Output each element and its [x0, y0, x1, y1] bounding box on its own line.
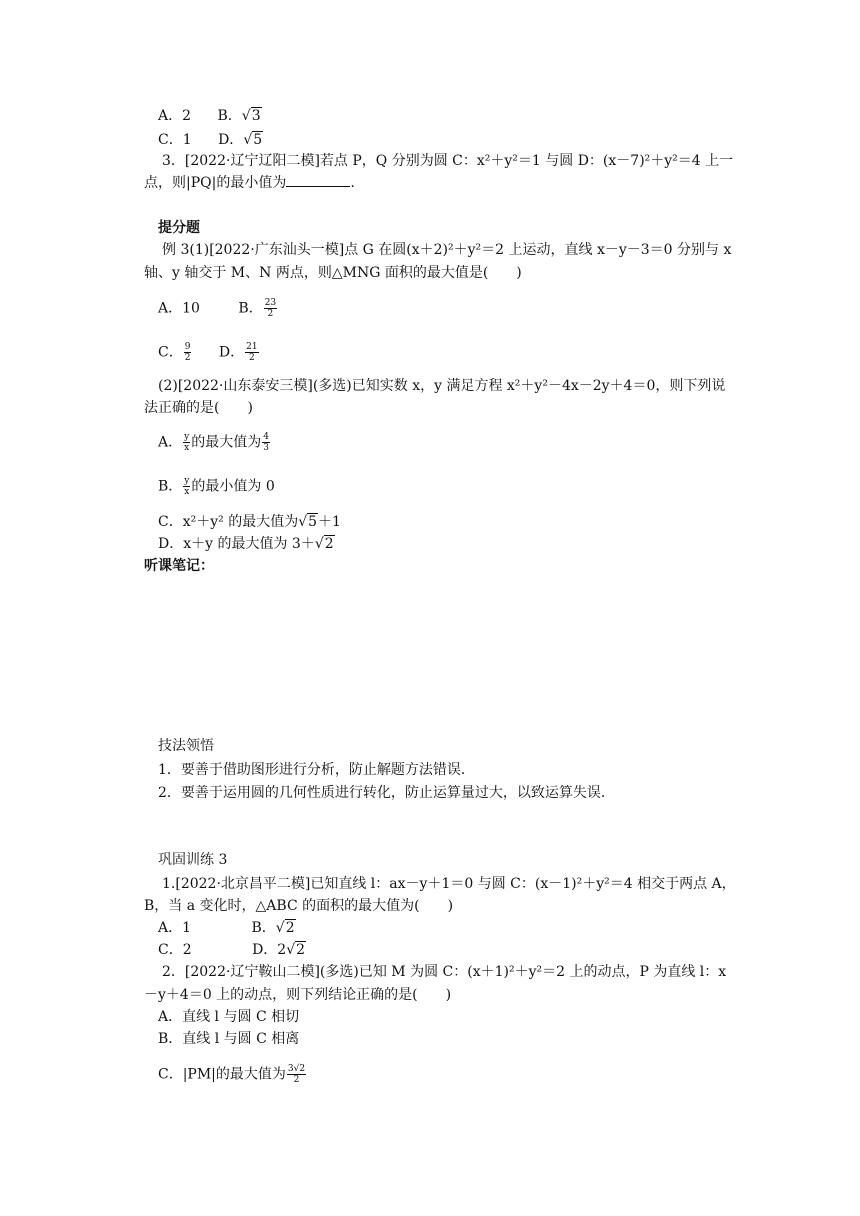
fraction: $\frac{3√2}{2}$	[287, 1064, 306, 1085]
option-c-prefix: C．	[158, 344, 183, 361]
sqrt-expression: √3	[241, 108, 261, 124]
option-row: A．1 B．√2	[158, 920, 295, 936]
option-row: B． $\frac{y}{x}$ 的最小值为 0	[158, 476, 275, 497]
option-row: A． $\frac{y}{x}$ 的最大值为 $\frac{4}{3}$	[158, 432, 269, 453]
sqrt-expression: √2	[275, 920, 295, 936]
fraction: $\frac{23}{2}$	[264, 298, 277, 319]
option-row: C．2 D．2√2	[158, 942, 306, 958]
option-c: C．1	[158, 132, 192, 148]
option-row: C．x²＋y² 的最大值为√5＋1	[158, 514, 341, 530]
question-text: 3．[2022·辽宁辽阳二模]若点 P，Q 分别为圆 C：x²＋y²＝1 与圆 D：(x－7)²＋y²＝4 上一	[162, 153, 734, 169]
option-a: A．2	[158, 108, 192, 124]
question-text: 2．[2022·辽宁鞍山二模](多选)已知 M 为圆 C：(x＋1)²＋y²＝2 上的动点，P 为直线 l：x	[162, 964, 727, 980]
example-text: 法正确的是( )	[144, 400, 253, 416]
question-text: 点，则|PQ|的最小值为 .	[144, 175, 355, 191]
question-text: B，当 a 变化时，△ABC 的面积的最大值为( )	[144, 898, 454, 914]
sqrt-expression: √5	[298, 514, 318, 530]
option-d-prefix: D．	[218, 344, 245, 361]
question-text: 1.[2022·北京昌平二模]已知直线 l：ax－y＋1＝0 与圆 C：(x－1)²＋y²＝4 相交于两点 A，	[162, 876, 736, 892]
fraction: $\frac{y}{x}$	[184, 476, 190, 497]
example-text: 轴、y 轴交于 M、N 两点，则△MNG 面积的最大值是( )	[144, 265, 522, 281]
sqrt-expression: √2	[286, 942, 306, 958]
fraction: $\frac{21}{2}$	[246, 342, 258, 363]
option-b-prefix: B．	[217, 108, 242, 124]
option-d-prefix: D．	[218, 132, 244, 148]
question-text: －y＋4＝0 上的动点，则下列结论正确的是( )	[144, 987, 452, 1003]
example-text: 例 3(1)[2022·广东汕头一模]点 G 在圆(x＋2)²＋y²＝2 上运动，直线 x－y－3＝0 分别与 x	[162, 242, 732, 258]
section-heading: 提分题	[158, 220, 200, 236]
option-row: A．直线 l 与圆 C 相切	[158, 1009, 300, 1025]
section-heading: 技法领悟	[158, 738, 214, 754]
option-row	[158, 106, 262, 126]
option-row	[158, 130, 263, 150]
answer-blank	[286, 174, 350, 187]
tip-item: 2．要善于运用圆的几何性质进行转化，防止运算量过大，以致运算失误．	[158, 785, 615, 801]
notes-label: 听课笔记：	[144, 558, 214, 574]
option-row	[158, 298, 278, 319]
option-row: D．x＋y 的最大值为 3＋√2	[158, 536, 334, 552]
option-row: B．直线 l 与圆 C 相离	[158, 1031, 300, 1047]
section-heading: 巩固训练 3	[158, 852, 228, 868]
fraction: $\frac{9}{2}$	[184, 342, 191, 363]
example-text: (2)[2022·山东泰安三模](多选)已知实数 x，y 满足方程 x²＋y²－4x－2y＋4＝0，则下列说	[158, 378, 726, 394]
option-a: A．10	[158, 300, 200, 317]
option-row: C．|PM|的最大值为 $\frac{3√2}{2}$	[158, 1064, 306, 1085]
option-b-prefix: B．	[238, 300, 263, 317]
sqrt-expression: √2	[314, 536, 334, 552]
fraction: $\frac{y}{x}$	[184, 432, 190, 453]
fraction: $\frac{4}{3}$	[263, 432, 269, 453]
tip-item: 1．要善于借助图形进行分析，防止解题方法错误．	[158, 762, 475, 778]
sqrt-expression: √5	[243, 132, 263, 148]
option-row	[158, 342, 260, 363]
